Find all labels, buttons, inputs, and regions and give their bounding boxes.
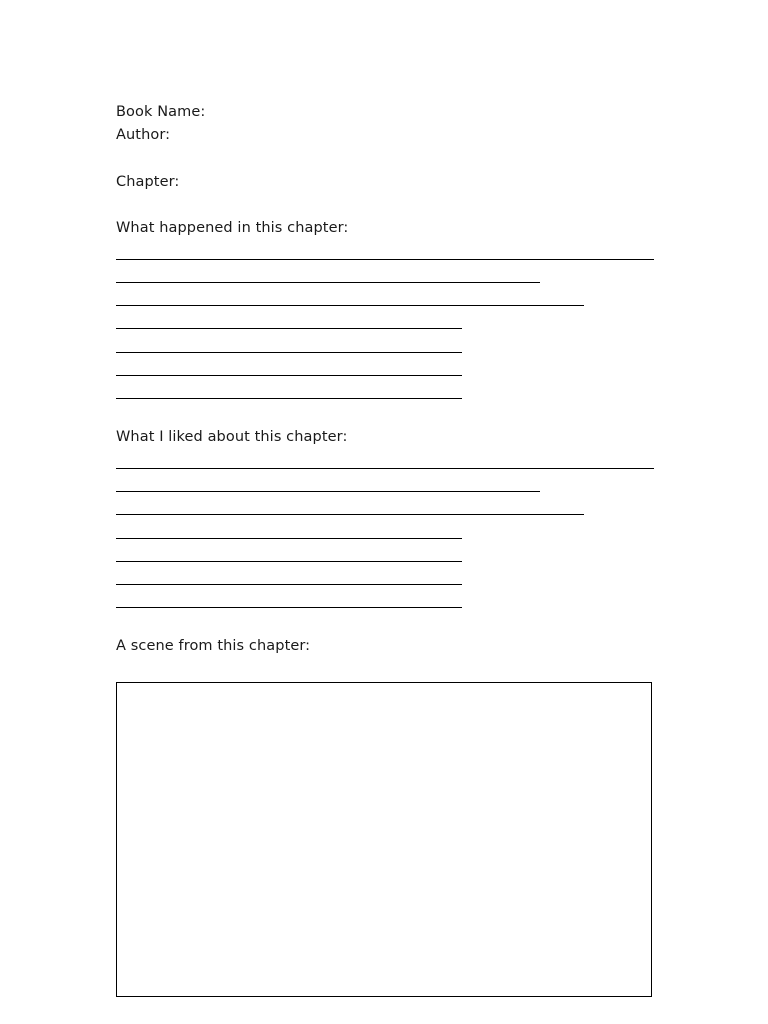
- writing-line[interactable]: [116, 328, 462, 329]
- writing-line[interactable]: [116, 491, 540, 492]
- what-liked-heading: What I liked about this chapter:: [116, 429, 348, 445]
- scene-drawing-box[interactable]: [116, 682, 652, 997]
- writing-line[interactable]: [116, 538, 462, 539]
- writing-line[interactable]: [116, 259, 654, 260]
- writing-line[interactable]: [116, 282, 540, 283]
- writing-line[interactable]: [116, 514, 584, 515]
- writing-line[interactable]: [116, 352, 462, 353]
- writing-line[interactable]: [116, 375, 462, 376]
- writing-line[interactable]: [116, 305, 584, 306]
- writing-line[interactable]: [116, 584, 462, 585]
- writing-line[interactable]: [116, 468, 654, 469]
- book-name-label: Book Name:: [116, 104, 206, 120]
- writing-line[interactable]: [116, 607, 462, 608]
- scene-heading: A scene from this chapter:: [116, 638, 311, 654]
- writing-line[interactable]: [116, 398, 462, 399]
- what-happened-heading: What happened in this chapter:: [116, 220, 349, 236]
- author-label: Author:: [116, 127, 171, 143]
- chapter-label: Chapter:: [116, 174, 180, 190]
- writing-line[interactable]: [116, 561, 462, 562]
